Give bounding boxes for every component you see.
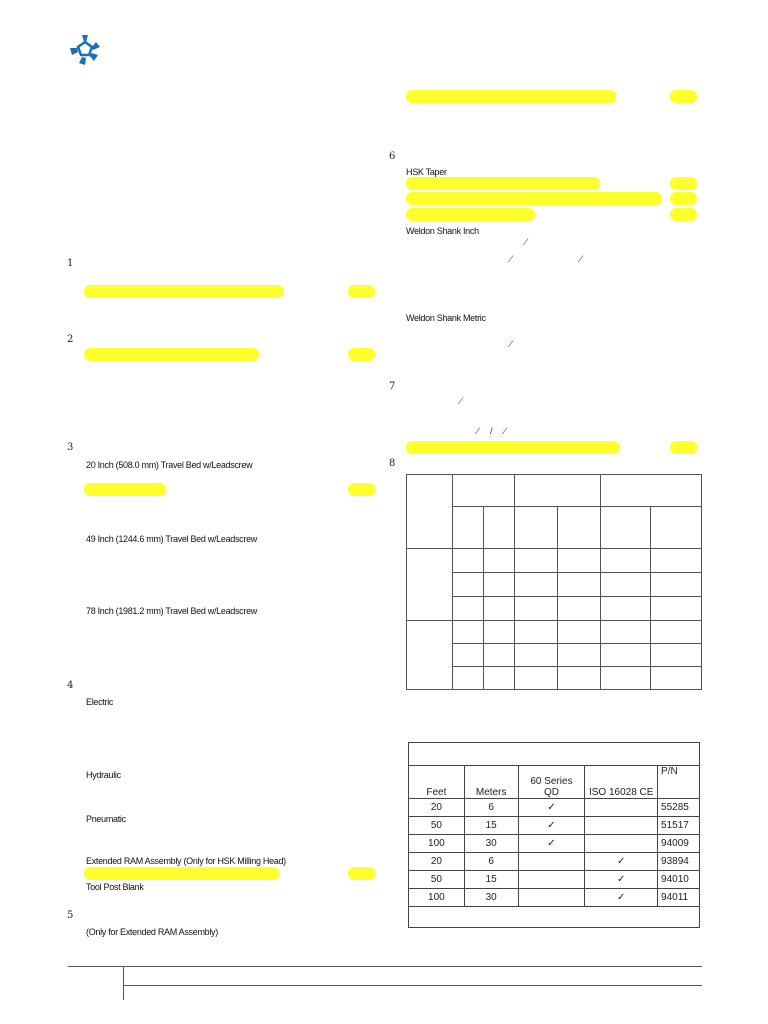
header-60-series-qd: 60 Series QD	[518, 766, 585, 799]
highlight-bar	[84, 348, 259, 361]
option-pneumatic: Pneumatic	[86, 814, 126, 824]
highlight-bar	[84, 867, 279, 880]
section-4-number: 4	[67, 680, 74, 691]
check-icon: ✓	[585, 871, 658, 889]
table-row	[409, 871, 700, 889]
fraction-mark: ⁄	[510, 340, 512, 349]
option-hydraulic: Hydraulic	[86, 770, 121, 780]
table-row	[409, 889, 700, 907]
fraction-mark: ⁄	[510, 255, 512, 264]
cell-meters: 30	[464, 835, 518, 853]
highlight-price	[348, 483, 375, 496]
highlight-price	[670, 441, 697, 454]
header-feet: Feet	[409, 766, 465, 799]
highlight-bar	[406, 90, 616, 103]
cell-feet: 100	[409, 835, 465, 853]
cell-pn: 93894	[658, 853, 700, 871]
highlight-price	[670, 208, 697, 221]
cell-qd	[518, 853, 585, 871]
section-7-number: 7	[389, 381, 396, 392]
cell-iso	[585, 835, 658, 853]
cell-qd	[518, 889, 585, 907]
cell-qd	[518, 871, 585, 889]
fraction-mark: ⁄	[580, 255, 582, 264]
option-electric: Electric	[86, 697, 114, 707]
travel-bed-78: 78 Inch (1981.2 mm) Travel Bed w/Leadscrew	[86, 606, 257, 616]
cell-pn: 51517	[658, 817, 700, 835]
weldon-shank-metric-label: Weldon Shank Metric	[406, 313, 486, 323]
highlight-bar	[406, 208, 535, 221]
pentagon-logo-icon	[68, 33, 102, 67]
footer-rule-bottom	[123, 985, 702, 986]
highlight-bar	[84, 285, 284, 298]
divider-slash: /	[490, 426, 493, 436]
section-5-number: 5	[67, 910, 74, 921]
cell-meters: 15	[464, 817, 518, 835]
cell-feet: 20	[409, 853, 465, 871]
table-row	[409, 853, 700, 871]
check-icon: ✓	[585, 889, 658, 907]
table-row	[409, 799, 700, 817]
hose-length-table	[408, 742, 700, 928]
highlight-bar	[406, 441, 620, 454]
cell-meters: 30	[464, 889, 518, 907]
cell-feet: 100	[409, 889, 465, 907]
section-6-number: 6	[389, 151, 396, 162]
cell-meters: 6	[464, 799, 518, 817]
header-meters: Meters	[464, 766, 518, 799]
cell-iso	[585, 799, 658, 817]
cell-feet: 20	[409, 799, 465, 817]
section-8-number: 8	[389, 458, 396, 469]
footer-rule-top	[68, 966, 702, 967]
table-row	[409, 817, 700, 835]
fraction-mark: ⁄	[504, 427, 506, 436]
spec-grid-table	[406, 474, 702, 690]
footer-vertical-rule	[123, 966, 124, 1000]
cell-pn: 94011	[658, 889, 700, 907]
highlight-bar	[406, 177, 600, 190]
table-row	[409, 835, 700, 853]
travel-bed-20: 20 Inch (508.0 mm) Travel Bed w/Leadscrew	[86, 460, 253, 470]
section-3-number: 3	[67, 442, 74, 453]
highlight-bar	[406, 192, 662, 205]
highlight-price	[670, 192, 697, 205]
highlight-price	[348, 867, 375, 880]
section-1-number: 1	[67, 258, 74, 269]
check-icon: ✓	[585, 853, 658, 871]
header-iso-16028-ce: ISO 16028 CE	[585, 766, 658, 799]
option-extended-ram: Extended RAM Assembly (Only for HSK Milling Head)	[86, 856, 286, 866]
header-pn: P/N	[658, 766, 700, 799]
cell-iso	[585, 817, 658, 835]
highlight-price	[348, 348, 375, 361]
cell-feet: 50	[409, 871, 465, 889]
fraction-mark: ⁄	[460, 397, 462, 406]
highlight-price	[670, 90, 697, 103]
check-icon: ✓	[518, 817, 585, 835]
option-tool-post-blank: Tool Post Blank	[86, 882, 144, 892]
cell-feet: 50	[409, 817, 465, 835]
section-2-number: 2	[67, 334, 74, 345]
cell-meters: 6	[464, 853, 518, 871]
fraction-mark: ⁄	[477, 427, 479, 436]
travel-bed-49: 49 Inch (1244.6 mm) Travel Bed w/Leadscrew	[86, 534, 257, 544]
cell-meters: 15	[464, 871, 518, 889]
highlight-price	[670, 177, 697, 190]
fraction-mark: ⁄	[525, 238, 527, 247]
cell-pn: 94010	[658, 871, 700, 889]
highlight-bar	[84, 483, 166, 496]
cell-pn: 94009	[658, 835, 700, 853]
check-icon: ✓	[518, 799, 585, 817]
hsk-taper-label: HSK Taper	[406, 167, 447, 177]
weldon-shank-inch-label: Weldon Shank Inch	[406, 226, 479, 236]
cell-pn: 55285	[658, 799, 700, 817]
highlight-price	[348, 285, 375, 298]
check-icon: ✓	[518, 835, 585, 853]
section-5-note: (Only for Extended RAM Assembly)	[86, 927, 218, 937]
